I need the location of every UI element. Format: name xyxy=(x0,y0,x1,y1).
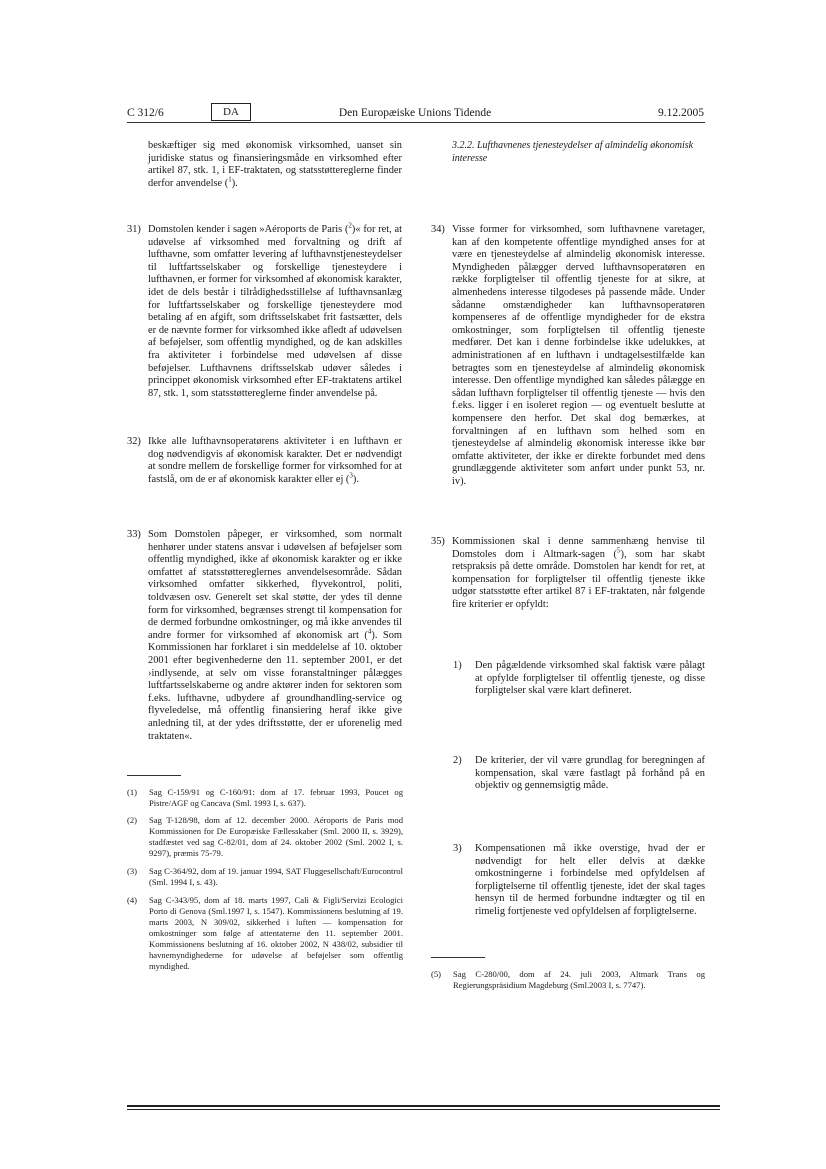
footnote-ref: 2 xyxy=(348,221,352,230)
criterion-1: Den pågældende virksomhed skal faktisk være pålagt at opfylde forpligtelser til offentlig tjeneste, og disse forpligtelser skal være klart defineret. xyxy=(475,660,705,697)
footnote-text: Sag C-280/00, dom af 24. juli 2003, Altmark Trans og Regierungspräsidium Magdeburg (Sml.2003 I, s. 7747). xyxy=(453,969,705,990)
footnote-ref: 5 xyxy=(617,546,621,555)
footnote-ref: 4 xyxy=(367,627,372,636)
paragraph-number: 31) xyxy=(127,224,141,235)
paragraph-35: Kommissionen skal i denne sammenhæng henvise til Domstoles dom i Altmark-sagen ($^5$), som har skabt retspraksis på dette område. Domstolen har kendt for ret, at kompensation for forpligtelser til offentlig tjeneste ikke udgør statsstøtte efter artikel 87 i EF-traktaten, når følgende fire kriterier er opfyldt: xyxy=(452,536,705,610)
criterion-2: De kriterier, der vil være grundlag for beregningen af kompensation, skal være fastlagt på forhånd på en objektiv og gennemsigtig måde. xyxy=(475,755,705,792)
paragraph-text: Ikke alle lufthavnsoperatørens aktiviteter i en lufthavn er dog nødvendigvis af økonomisk karakter. Det er nødvendigt at sondre mellem de forskellige former for virksomhed for at fastslå, om de er af økonomisk karakter eller ej xyxy=(148,436,402,485)
footnote-ref: 3 xyxy=(349,471,353,480)
paragraph-number: 33) xyxy=(127,529,141,540)
footnote-text: Sag C-364/92, dom af 19. januar 1994, SAT Fluggesellschaft/Eurocontrol (Sml. 1994 I, s. 43). xyxy=(149,866,403,887)
paragraph-text: Domstolen kender i sagen »Aéroports de Paris xyxy=(148,224,343,235)
paragraph-33: Som Domstolen påpeger, er virksomhed, som normalt henhører under statens ansvar i udøvelsen af beføjelser som offentlig myndighed, ikke af økonomisk karakter og er ikke omfattet af statsstøttereglernes anvendelsesområde. Sådan virksomhed omfatter sikkerhed, flyvekontrol, politi, toldvæsen osv. Generelt set skal støtte, der ydes til denne form for virksomhed, begrænses strengt til kompensation for de dermed forbundne omkostninger, og må ikke anvendes til andre former for virksomhed af økonomisk art ($^4$). Som Kommissionen har forklaret i sin meddelelse af 10. oktober 2001 efter begivenhederne den 11. september 2001, er det ›indlysende, at selv om visse foranstaltninger pålægges luftfartsselskaberne og andre aktører inden for sektoren som f.eks. lufthavne, udbydere af groundhandling-service og flyveledelse, må offentlig finansiering heraf ikke give anledning til, at der ydes driftsstøtte, der er uforenelig med traktaten«. xyxy=(148,529,402,742)
footnote-number: (1) xyxy=(127,787,138,797)
criterion-number: 2) xyxy=(453,755,462,766)
paragraph-text: « for ret, at udøvelse af virksomhed med forvaltning og drift af lufthavne, som omfatter levering af lufthavnstjenesteydelser til luftfartsselskaber og forskellige tjenesteydere i lufthavnen, er former for virksomhed af økonomisk karakter, idet de dels består i tilrådighedsstillelse af lufthavnsanlæg for luftfartsselskaber og forskellige tjenesteydere mod betaling af en afgift, som driftsselskabet frit fastsætter, dels er de nævnte former for virksomhed ikke afledt af udøvelsen af beføjelser, som offentlig myndighed, og de kan adskilles fra aktiviteter i forbindelse med udøvelsen af disse beføjelser. Lufthavnens driftsselskab udøver således i princippet økonomisk virksomhed efter EF-traktatens artikel 87, stk. 1, som statsstøttereglerne finder anvendelse på. xyxy=(148,224,402,399)
footnote-3 xyxy=(127,866,403,890)
journal-title: Den Europæiske Unions Tidende xyxy=(338,107,492,119)
footnote-2 xyxy=(127,815,403,861)
footnote-1 xyxy=(127,787,403,811)
paragraph-text: Som Domstolen påpeger, er virksomhed, som normalt henhører under statens ansvar i udøvelsen af beføjelser som offentlig myndighed, ikke af økonomisk karakter og er ikke omfattet af statsstøttereglernes anvendelsesområde. Sådan virksomhed omfatter sikkerhed, flyvekontrol, politi, toldvæsen osv. Generelt set skal støtte, der ydes til denne form for virksomhed, begrænses strengt til kompensation for de dermed forbundne omkostninger, og må ikke anvendes til andre former for virksomhed af økonomisk art xyxy=(148,529,402,641)
footnote-text: Sag C-343/95, dom af 18. marts 1997, Calì & Figli/Servizi Ecologici Porto di Genova (Sml.1997 I, s. 1547). Kommissionens beslutning af 19. marts 2003, N 309/02, sikkerhed i luften — kompensation for omkostninger som følge af attentaterne den 11. september 2001. Kommissionens beslutning af 16. oktober 2002, N 438/02, subsidier til havnemyndighederne for udøvelse af beføjelser som offentlig myndighed. xyxy=(149,895,403,971)
paragraph-text: , som har skabt retspraksis på dette område. Domstolen har kendt for ret, at kompensation for forpligtelser til offentlig tjeneste ikke udgør statsstøtte efter artikel 87 i EF-traktaten, når følgende fire kriterier er opfyldt: xyxy=(452,548,705,610)
paragraph-number: 34) xyxy=(431,224,445,235)
footnote-4 xyxy=(127,895,403,995)
paragraph-number: 35) xyxy=(431,536,445,547)
paragraph-text: . Som Kommissionen har forklaret i sin meddelelse af 10. oktober 2001 efter begivenhederne den 11. september 2001, er det ›indlysende, at selv om visse foranstaltninger pålægges luftfartsselskaberne og andre aktører inden for sektoren som f.eks. lufthavne, udbydere af groundhandling-service og flyveledelse, må offentlig finansiering heraf ikke give anledning til, at der ydes driftsstøtte, der er uforenelig med traktaten«. xyxy=(148,629,402,742)
section-heading xyxy=(452,140,706,165)
footnote-number: (3) xyxy=(127,866,138,876)
footnote-text: Sag C-159/91 og C-160/91: dom af 17. februar 1993, Poucet og Pistre/AGF og Cancava (Sml. 1993 I, s. 637). xyxy=(149,787,403,808)
footnote-text: Sag T-128/98, dom af 12. december 2000. Aéroports de Paris mod Kommissionen for De Europæiske Fællesskaber (Sml. 2000 II, s. 3929), stadfæstet ved sag C-82/01, dom af 24. oktober 2002 (Sml. 2002 I, s. 9297), præmis 75-79. xyxy=(149,815,403,858)
footnote-number: (2) xyxy=(127,815,138,825)
footnote-5 xyxy=(431,969,705,993)
bottom-rule xyxy=(127,1105,720,1107)
footnote-number: (4) xyxy=(127,895,138,905)
footnote-rule xyxy=(127,775,181,776)
footnote-number: (5) xyxy=(431,969,442,979)
paragraph-32: Ikke alle lufthavnsoperatørens aktiviteter i en lufthavn er dog nødvendigvis af økonomisk karakter. Det er nødvendigt at sondre mellem de forskellige former for virksomhed for at fastslå, om de er af økonomisk karakter eller ej ($^3$). xyxy=(148,436,402,485)
paragraph-text: Kommissionen skal i denne sammenhæng henvise til Domstoles dom i Altmark-sagen xyxy=(452,536,705,560)
criterion-number: 3) xyxy=(453,843,462,854)
language-badge: DA xyxy=(211,103,251,121)
section-title: Lufthavnenes tjenesteydelser af almindelig økonomisk interesse xyxy=(452,140,694,164)
criterion-number: 1) xyxy=(453,660,462,671)
paragraph-number: 32) xyxy=(127,436,141,447)
journal-reference: C 312/6 xyxy=(127,107,164,119)
bottom-rule-thin xyxy=(127,1109,720,1110)
criterion-3: Kompensationen må ikke overstige, hvad der er nødvendigt for helt eller delvis at dække omkostningerne i forbindelse med opfyldelsen af forpligtelserne til offentlig tjeneste, idet der skal tages hensyn til de hermed forbundne indtægter og til en rimelig fortjeneste ved opfyldelsen af forpligtelserne. xyxy=(475,843,705,917)
header-rule xyxy=(127,122,705,123)
footnote-rule xyxy=(431,957,485,958)
publication-date: 9.12.2005 xyxy=(658,107,704,119)
intro-paragraph: beskæftiger sig med økonomisk virksomhed, uanset sin juridiske status og finansieringsmåde en virksomhed efter artikel 87, stk. 1, i EF-traktaten, og statsstøttereglerne finder derfor anvendelse ($^1$). xyxy=(148,140,402,189)
footnote-ref: 1 xyxy=(228,175,232,184)
paragraph-31: Domstolen kender i sagen »Aéroports de Paris ($^2$)« for ret, at udøvelse af virksomhed med forvaltning og drift af lufthavne, som omfatter levering af lufthavnstjenesteydelser til luftfartsselskaber og forskellige tjenesteydere i lufthavnen, er former for virksomhed af økonomisk karakter, idet de dels består i tilrådighedsstillelse af lufthavnsanlæg for luftfartsselskaber og forskellige tjenesteydere mod betaling af en afgift, som driftsselskabet frit fastsætter, dels er de nævnte former for virksomhed ikke afledt af udøvelsen af beføjelser, som offentlig myndighed, og de kan adskilles fra aktiviteter i forbindelse med udøvelsen af disse beføjelser. Lufthavnens driftsselskab udøver således i princippet økonomisk virksomhed efter EF-traktatens artikel 87, stk. 1, som statsstøttereglerne finder anvendelse på. xyxy=(148,221,402,399)
section-number: 3.2.2. xyxy=(452,140,475,151)
paragraph-text: Visse former for virksomhed, som lufthavnene varetager, kan af den kompetente offentlige myndighed anses for at være en tjenesteydelse af almindelig økonomisk interesse. Myndigheden pålægger derved lufthavnsoperatøren en række forpligtelser til offentlig tjeneste for at sikre, at almenhedens interesse tilgodeses på passende måde. Under sådanne omstændigheder kan lufthavnsoperatøren kompenseres af de offentlige myndigheder for de ekstra omkostninger, som forpligtelsen til offentlig tjeneste medfører. Det kan i denne forbindelse ikke udelukkes, at administrationen af en lufthavn i undtagelsestilfælde kan betragtes som en tjenesteydelse af almindelig økonomisk interesse. Den offentlige myndighed kan således pålægge en sådan lufthavn forpligtelser til offentlig tjeneste — hvis den f.eks. ligger i en isoleret region — og eventuelt beslutte at kompensere den herfor. Det skal dog bemærkes, at forvaltningen af en lufthavn som helhed som en tjenesteydelse af almindelig økonomisk interesse ikke bør omfatte aktiviteter, der ikke er direkte forbundet med dens grundlæggende aktiviteter som anført under punkt 53, nr. iv). xyxy=(452,224,705,487)
intro-text: beskæftiger sig med økonomisk virksomhed, uanset sin juridiske status og finansieringsmåde en virksomhed efter artikel 87, stk. 1, i EF-traktaten, og statsstøttereglerne finder derfor anvendelse xyxy=(148,140,402,189)
paragraph-34 xyxy=(452,224,705,488)
